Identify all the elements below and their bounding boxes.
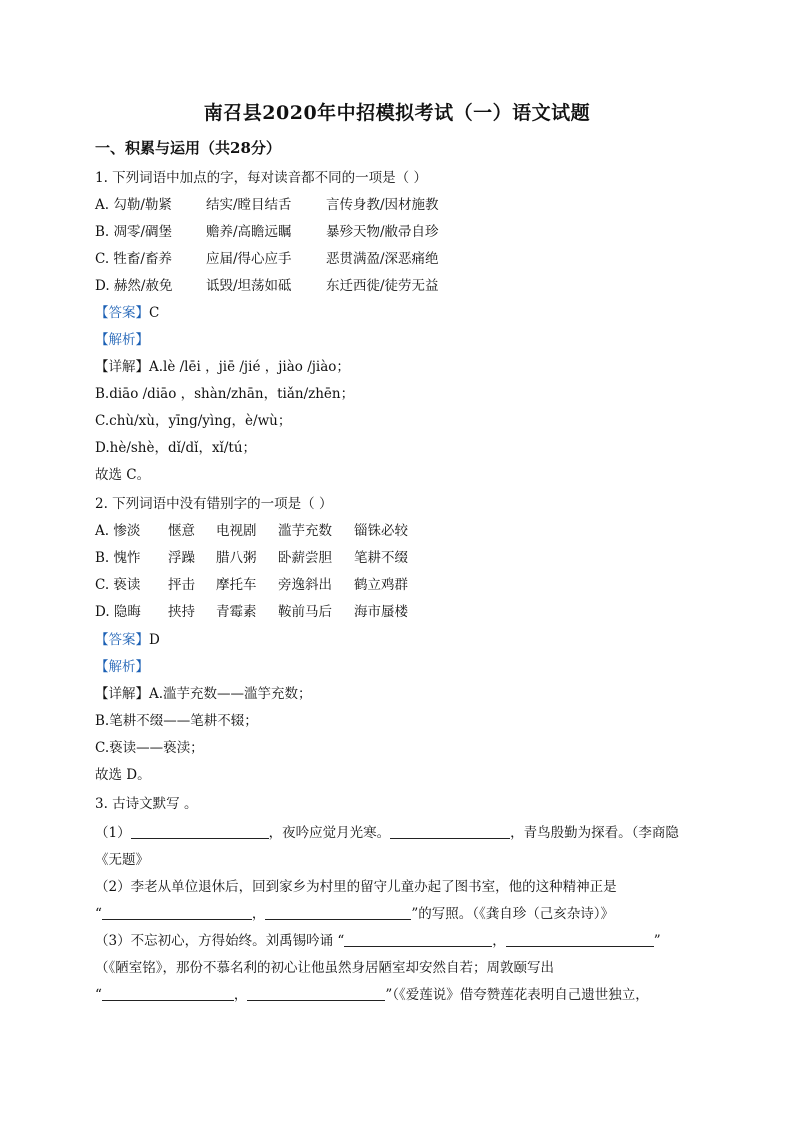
q1-b-col2: 赡养/高瞻远瞩 <box>206 224 292 240</box>
q2-c-col2: 抨击 <box>168 577 195 593</box>
q1-a-col3: 言传身教/因材施教 <box>326 197 439 213</box>
q3-blank-6[interactable] <box>506 932 654 947</box>
q3-part2-blanks <box>95 905 614 923</box>
q1-answer <box>95 304 159 322</box>
q3-part1-label: （1） <box>95 825 131 841</box>
q1-detail-line-4: D.hè/shè，dǐ/dǐ，xǐ/tú； <box>95 440 257 456</box>
q3-part2-open-quote: “ <box>95 906 102 922</box>
q3-part1-text-2: ，青鸟殷勤为探看。（李商隐 <box>510 825 679 841</box>
q3-stem: 3. 古诗文默写 。 <box>95 796 198 812</box>
q3-blank-8[interactable] <box>247 986 385 1001</box>
q2-stem: 2. 下列词语中没有错别字的一项是（ ） <box>95 496 333 512</box>
q1-detail-text-1: A.lè /lēi ，jiē /jié ，jiào /jiào； <box>149 359 350 375</box>
q3-blank-5[interactable] <box>344 932 492 947</box>
q2-a-col3: 电视剧 <box>216 523 257 539</box>
q2-a-col1: A. 惨淡 <box>95 523 141 539</box>
q1-c-col2: 应届/得心应手 <box>206 251 292 267</box>
q3-part3-comma: ， <box>492 933 506 949</box>
q1-analysis-tag: 【解析】 <box>95 332 149 348</box>
q2-c-col1: C. 亵读 <box>95 577 141 593</box>
q2-b-col2: 浮躁 <box>168 550 195 566</box>
q3-part1-text-1: ，夜吟应觉月光寒。 <box>268 825 391 841</box>
q1-detail-line-5: 故选 C。 <box>95 467 151 483</box>
q2-d-col4: 鞍前马后 <box>278 604 332 620</box>
q2-b-col1: B. 愧怍 <box>95 550 141 566</box>
q3-blank-1[interactable] <box>131 824 269 839</box>
page-title: 南召县2020年中招模拟考试（一）语文试题 <box>203 102 591 124</box>
q3-blank-3[interactable] <box>102 905 252 920</box>
q3-part2-source: ”的写照。（《龚自珍（己亥杂诗）》 <box>411 906 615 922</box>
q1-detail-line-1 <box>95 358 350 376</box>
q3-part3-comma-2: ， <box>233 987 248 1003</box>
q3-part3 <box>95 932 661 950</box>
q1-b-col1: B. 凋零/碉堡 <box>95 224 173 240</box>
q1-a-col1: A. 勾勒/勒紧 <box>95 197 172 213</box>
q2-a-col4: 滥芋充数 <box>278 523 332 539</box>
q1-detail-line-3: C.chù/xù，yīng/yìng，è/wù； <box>95 413 292 429</box>
q1-detail-tag: 【详解】 <box>95 359 149 375</box>
q2-c-col4: 旁逸斜出 <box>278 577 332 593</box>
q3-blank-2[interactable] <box>390 824 510 839</box>
q2-a-col2: 惬意 <box>168 523 195 539</box>
q2-c-col5: 鹤立鸡群 <box>354 577 408 593</box>
q2-c-col3: 摩托车 <box>216 577 257 593</box>
q2-d-col5: 海市蜃楼 <box>354 604 408 620</box>
q1-detail-line-2: B.diāo /diāo ，shàn/zhān，tiǎn/zhēn； <box>95 386 355 402</box>
q1-c-col1: C. 牲畜/畜养 <box>95 251 172 267</box>
q2-b-col5: 笔耕不缀 <box>354 550 408 566</box>
q1-d-col3: 东迁西徙/徒劳无益 <box>326 278 439 294</box>
q2-b-col3: 腊八粥 <box>216 550 257 566</box>
q2-detail-line-4: 故选 D。 <box>95 767 151 783</box>
q1-answer-value: C <box>149 305 160 321</box>
q3-part3-text: （3）不忘初心，方得始终。刘禹锡吟诵 “ <box>95 933 345 949</box>
q2-detail-line-1 <box>95 685 312 703</box>
q2-d-col2: 挟持 <box>168 604 195 620</box>
q3-part2: （2）李老从单位退休后，回到家乡为村里的留守儿童办起了图书室，他的这种精神正是 <box>95 879 617 895</box>
q3-part2-comma: ， <box>251 906 266 922</box>
q1-d-col1: D. 赫然/赦免 <box>95 278 173 294</box>
q1-stem: 1. 下列词语中加点的字，每对读音都不同的一项是（ ） <box>95 170 427 186</box>
q2-d-col3: 青霉素 <box>216 604 257 620</box>
q2-detail-tag: 【详解】 <box>95 686 149 702</box>
q3-part3-open-quote: “ <box>95 987 102 1003</box>
q1-d-col2: 诋毁/坦荡如砥 <box>206 278 292 294</box>
q3-part3-close-quote: ” <box>653 933 661 949</box>
q3-part1 <box>95 824 679 842</box>
q3-part3-continued: （《陋室铭》，那份不慕名利的初心让他虽然身居陋室却安然自若；周敦颐写出 <box>95 960 554 976</box>
q1-a-col2: 结实/瞠目结舌 <box>206 197 292 213</box>
q3-blank-7[interactable] <box>102 986 234 1001</box>
section-heading: 一、积累与运用（共28分） <box>95 139 281 157</box>
q3-part3-blanks <box>95 986 649 1004</box>
q2-b-col4: 卧薪尝胆 <box>278 550 332 566</box>
q2-a-col5: 锱铢必较 <box>354 523 408 539</box>
q1-c-col3: 恶贯满盈/深恶痛绝 <box>326 251 439 267</box>
q3-part3-source: ”（《爱莲说》借夸赞莲花表明自己遗世独立， <box>385 987 649 1003</box>
q3-part1-source: 《无题》 <box>95 852 149 868</box>
q1-b-col3: 暴殄天物/敝帚自珍 <box>326 224 439 240</box>
q2-answer-tag: 【答案】 <box>95 632 149 648</box>
q2-detail-line-2: B.笔耕不缀——笔耕不辍； <box>95 713 258 729</box>
q2-detail-line-3: C.亵读——亵渎； <box>95 740 204 756</box>
q1-answer-tag: 【答案】 <box>95 305 149 321</box>
q2-analysis-tag: 【解析】 <box>95 659 149 675</box>
q2-d-col1: D. 隐晦 <box>95 604 141 620</box>
q2-answer <box>95 631 160 649</box>
q2-detail-text-1: A.滥芋充数——滥竽充数； <box>149 686 312 702</box>
q2-answer-value: D <box>149 632 160 648</box>
q3-blank-4[interactable] <box>265 905 411 920</box>
